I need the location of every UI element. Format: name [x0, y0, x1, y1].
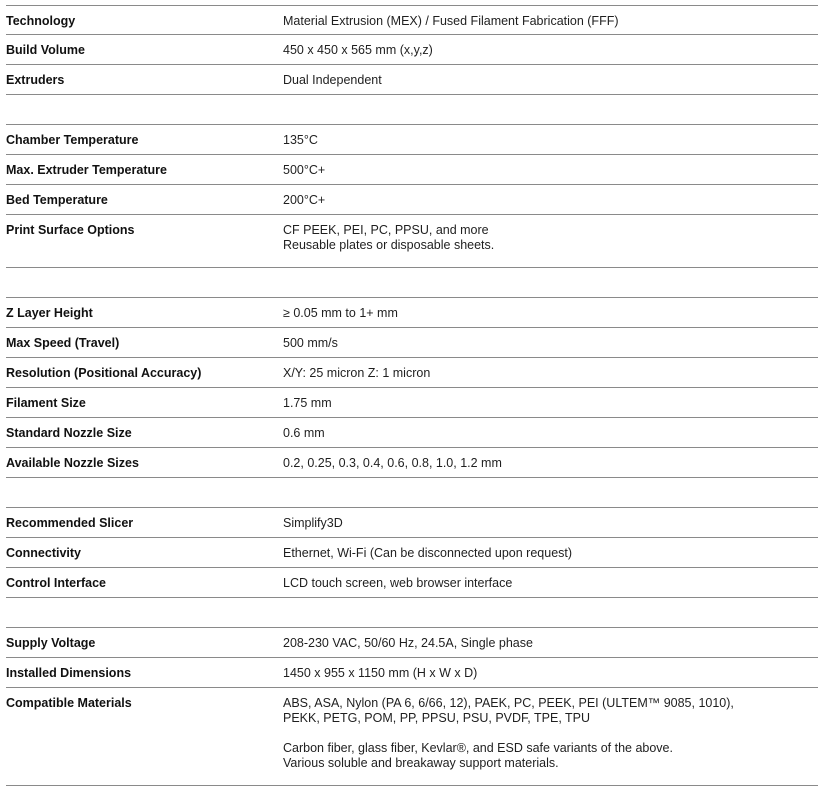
spec-label: Build Volume: [6, 43, 85, 57]
spec-row: [6, 298, 818, 328]
spec-value-line: 450 x 450 x 565 mm (x,y,z): [283, 43, 433, 57]
spec-value-line: 0.2, 0.25, 0.3, 0.4, 0.6, 0.8, 1.0, 1.2 mm: [283, 456, 502, 470]
spec-label: Connectivity: [6, 546, 82, 560]
group-spacer: [6, 598, 818, 628]
spec-value: [283, 35, 818, 58]
spec-value-line: Dual Independent: [283, 73, 382, 87]
group-spacer: [6, 268, 818, 298]
spec-label: Recommended Slicer: [6, 516, 134, 530]
spec-value-line: Material Extrusion (MEX) / Fused Filament Fabrication (FFF): [283, 14, 619, 28]
spec-label: Print Surface Options: [6, 223, 135, 237]
spec-label: Chamber Temperature: [6, 133, 139, 147]
spec-value: [283, 65, 818, 88]
spec-value-line: Ethernet, Wi-Fi (Can be disconnected upon request): [283, 546, 573, 560]
spec-row: [6, 155, 818, 185]
spec-row: [6, 5, 818, 35]
spec-row: [6, 628, 818, 658]
spec-label: Standard Nozzle Size: [6, 426, 132, 440]
group-spacer: [6, 478, 818, 508]
spec-value-line: 200°C+: [283, 193, 326, 207]
spec-value: [283, 185, 818, 208]
spec-value-line: PEKK, PETG, POM, PP, PPSU, PSU, PVDF, TPE, TPU: [283, 711, 591, 725]
spec-value: [283, 155, 818, 178]
spec-value: [283, 688, 818, 771]
spec-label: Resolution (Positional Accuracy): [6, 366, 202, 380]
spec-row: [6, 35, 818, 65]
spec-row: [6, 328, 818, 358]
spec-value-line: 1450 x 955 x 1150 mm (H x W x D): [283, 666, 478, 680]
spec-value-line: 500 mm/s: [283, 336, 338, 350]
spec-value-line: ABS, ASA, Nylon (PA 6, 6/66, 12), PAEK, PC, PEEK, PEI (ULTEM™ 9085, 1010),: [283, 696, 734, 710]
spec-row: [6, 125, 818, 155]
spec-value: [283, 125, 818, 148]
spec-row: [6, 185, 818, 215]
spec-value-line: 208-230 VAC, 50/60 Hz, 24.5A, Single phase: [283, 636, 533, 650]
spec-row: [6, 65, 818, 95]
spec-value: [283, 418, 818, 441]
spec-row: [6, 568, 818, 598]
spec-row: [6, 388, 818, 418]
spec-row: [6, 688, 818, 786]
spec-value: [283, 628, 818, 651]
spec-value-line: ≥ 0.05 mm to 1+ mm: [283, 306, 398, 320]
spec-row: [6, 508, 818, 538]
spec-value: [283, 328, 818, 351]
spec-label: Bed Temperature: [6, 193, 108, 207]
spec-label: Z Layer Height: [6, 306, 93, 320]
spec-row: [6, 448, 818, 478]
spec-value-line: 500°C+: [283, 163, 326, 177]
spec-value: [283, 298, 818, 321]
spec-label: Technology: [6, 14, 76, 28]
spec-value: [283, 388, 818, 411]
spec-label: Compatible Materials: [6, 696, 132, 710]
spec-row: [6, 418, 818, 448]
spec-value: [283, 658, 818, 681]
spec-value: [283, 508, 818, 531]
spec-value: [283, 6, 818, 29]
spec-value: [283, 215, 818, 253]
spec-value: [283, 568, 818, 591]
spec-value-line: 1.75 mm: [283, 396, 332, 410]
spec-value-line: [283, 726, 818, 741]
spec-row: [6, 215, 818, 268]
spec-value-line: LCD touch screen, web browser interface: [283, 576, 513, 590]
spec-value-line: Carbon fiber, glass fiber, Kevlar®, and ESD safe variants of the above.: [283, 741, 673, 755]
spec-row: [6, 658, 818, 688]
spec-value-line: 0.6 mm: [283, 426, 325, 440]
spec-value-line: CF PEEK, PEI, PC, PPSU, and more: [283, 223, 489, 237]
spec-value: [283, 538, 818, 561]
spec-table: [6, 5, 818, 786]
spec-label: Supply Voltage: [6, 636, 96, 650]
spec-label: Extruders: [6, 73, 65, 87]
spec-row: [6, 358, 818, 388]
spec-label: Max. Extruder Temperature: [6, 163, 167, 177]
spec-label: Max Speed (Travel): [6, 336, 120, 350]
spec-value-line: X/Y: 25 micron Z: 1 micron: [283, 366, 431, 380]
spec-row: [6, 538, 818, 568]
spec-value: [283, 448, 818, 471]
spec-value-line: Various soluble and breakaway support materials.: [283, 756, 559, 770]
spec-label: Available Nozzle Sizes: [6, 456, 139, 470]
spec-label: Filament Size: [6, 396, 86, 410]
spec-value-line: 135°C: [283, 133, 318, 147]
group-spacer: [6, 95, 818, 125]
spec-label: Control Interface: [6, 576, 107, 590]
spec-value: [283, 358, 818, 381]
spec-value-line: Simplify3D: [283, 516, 343, 530]
spec-value-line: Reusable plates or disposable sheets.: [283, 238, 495, 252]
spec-label: Installed Dimensions: [6, 666, 132, 680]
